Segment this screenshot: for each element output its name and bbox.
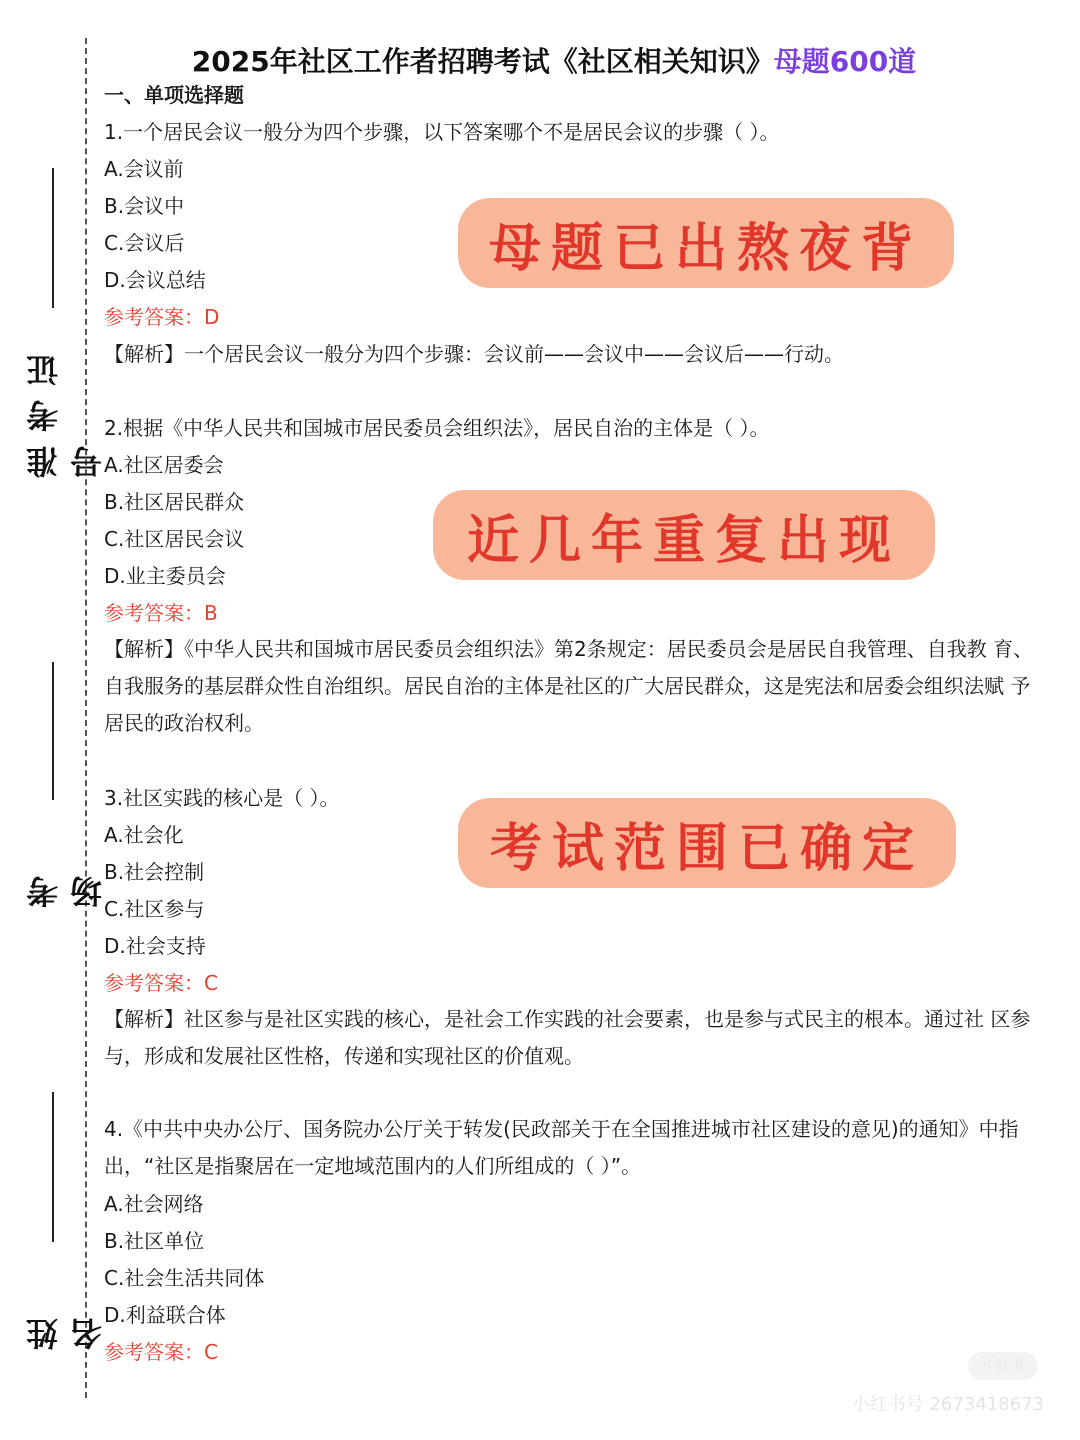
exam-id-label: 准考证号 <box>25 340 107 478</box>
name-underline <box>52 1092 54 1242</box>
question-3-answer: 参考答案：C <box>104 971 218 995</box>
name-label: 姓名 <box>25 1278 107 1350</box>
question-1-answer: 参考答案：D <box>104 305 220 329</box>
question-3-option-c: C.社区参与 <box>104 897 205 921</box>
question-1-option-b: B.会议中 <box>104 194 185 218</box>
exam-room-label: 考场 <box>25 836 107 908</box>
question-4-option-c: C.社会生活共同体 <box>104 1266 265 1290</box>
exam-room-underline <box>52 662 54 800</box>
question-4-option-b: B.社区单位 <box>104 1229 205 1253</box>
question-1-stem: 1.一个居民会议一般分为四个步骤，以下答案哪个不是居民会议的步骤（ ）。 <box>104 120 780 144</box>
question-3-option-b: B.社会控制 <box>104 860 205 884</box>
question-1-option-a: A.会议前 <box>104 157 184 181</box>
question-2-answer: 参考答案：B <box>104 601 218 625</box>
watermark-text: 小红书号 2673418673 <box>851 1394 1044 1415</box>
page-title <box>0 40 1080 80</box>
question-2-stem: 2.根据《中华人民共和国城市居民委员会组织法》，居民自治的主体是（ ）。 <box>104 416 770 440</box>
question-4-answer: 参考答案：C <box>104 1340 218 1364</box>
title-accent: 母题600道 <box>773 45 917 78</box>
question-2-option-c: C.社区居民会议 <box>104 527 245 551</box>
section-heading: 一、单项选择题 <box>104 83 244 107</box>
promo-banner-2: 近几年重复出现 <box>433 490 935 580</box>
question-3-option-d: D.社会支持 <box>104 934 206 958</box>
question-4-option-d: D.利益联合体 <box>104 1303 226 1327</box>
promo-banner-3: 考试范围已确定 <box>458 798 956 888</box>
question-2-option-b: B.社区居民群众 <box>104 490 245 514</box>
watermark-logo: 小红书 <box>968 1352 1038 1380</box>
question-2-option-a: A.社区居委会 <box>104 453 224 477</box>
question-1-option-c: C.会议后 <box>104 231 185 255</box>
question-1-analysis: 【解析】一个居民会议一般分为四个步骤：会议前——会议中——会议后——行动。 <box>104 342 844 366</box>
question-1-option-d: D.会议总结 <box>104 268 206 292</box>
title-main: 2025年社区工作者招聘考试《社区相关知识》 <box>191 45 774 78</box>
question-3-analysis: 【解析】社区参与是社区实践的核心，是社会工作实践的社会要素，也是参与式民主的根本。通过社 区参与，形成和发展社区性格，传递和实现社区的价值观。 <box>104 1007 1031 1068</box>
binding-dashed-line <box>85 38 87 1398</box>
question-4-stem: 4.《中共中央办公厅、国务院办公厅关于转发(民政部关于在全国推进城市社区建设的意见)的通知》中指出，“社区是指聚居在一定地域范围内的人们所组成的（ ）”。 <box>104 1117 1019 1178</box>
question-4-option-a: A.社会网络 <box>104 1192 204 1216</box>
question-2-analysis: 【解析】《中华人民共和国城市居民委员会组织法》第2条规定：居民委员会是居民自我管理、自我教 育、自我服务的基层群众性自治组织。居民自治的主体是社区的广大居民群众，这是宪法和居委会组织法赋 予居民的政治权利。 <box>104 637 1034 735</box>
question-3-stem: 3.社区实践的核心是（ ）。 <box>104 786 340 810</box>
promo-banner-1: 母题已出熬夜背 <box>458 198 954 288</box>
question-2-option-d: D.业主委员会 <box>104 564 226 588</box>
question-3-option-a: A.社会化 <box>104 823 184 847</box>
exam-id-underline <box>52 168 54 308</box>
